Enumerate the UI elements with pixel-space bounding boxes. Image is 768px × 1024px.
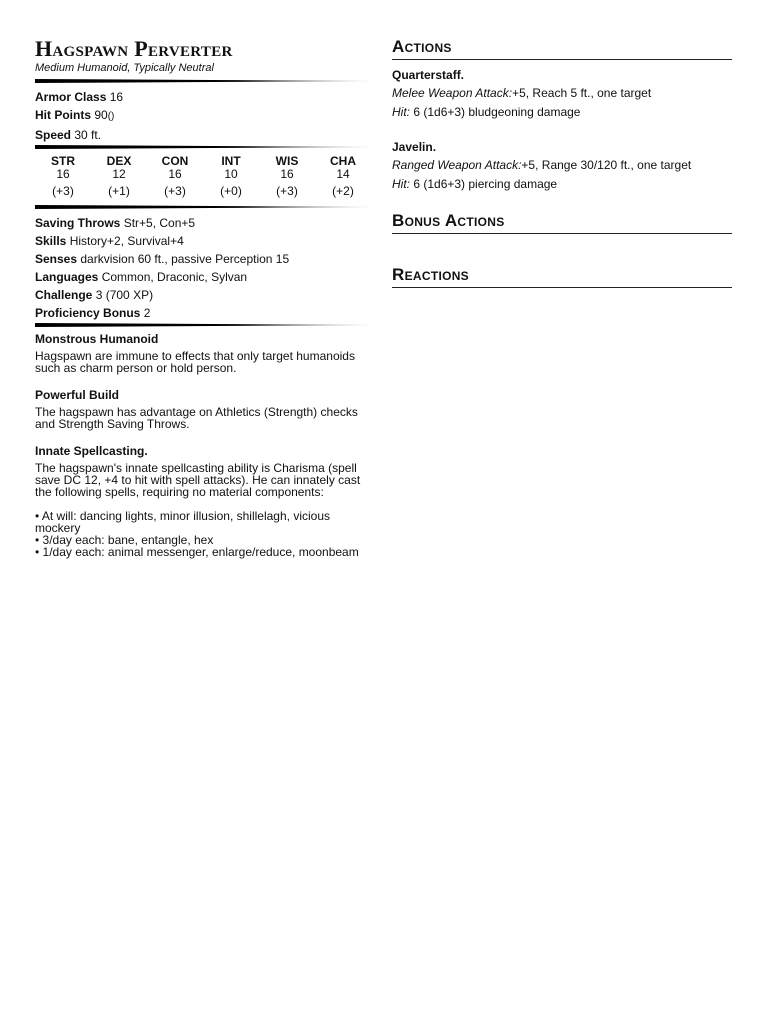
monster-name: Hagspawn Perverter [35,36,233,61]
armor-class-label: Armor Class [35,90,107,104]
stat-block-right-column [392,36,732,288]
ability-int [203,155,259,201]
challenge [35,286,375,304]
ability-name: CON [161,154,189,168]
divider [35,79,375,83]
spell-list-item: • 1/day each: animal messenger, enlarge/reduce, moonbeam [35,545,359,559]
languages-value: Common, Draconic, Sylvan [101,270,248,284]
ability-score: 16 [168,167,182,181]
armor-class [35,88,375,106]
skills-value: History+2, Survival+4 [69,234,184,248]
ability-score: 16 [56,167,70,181]
reactions-heading: Reactions [392,264,732,288]
ability-dex [91,155,147,201]
ability-score: 14 [336,167,350,181]
spell-list-item: • 3/day each: bane, entangle, hex [35,533,214,547]
divider [35,205,375,209]
proficiency-bonus-label: Proficiency Bonus [35,306,141,320]
languages [35,268,375,286]
stat-block-left-column [35,36,375,558]
saving-throws-label: Saving Throws [35,216,121,230]
saving-throws [35,214,375,232]
action-hit [392,103,732,122]
proficiency-bonus-value: 2 [143,306,151,320]
ability-modifier: (+0) [220,184,242,198]
ability-name: DEX [106,154,132,168]
hit-points [35,106,375,126]
hit-text: 6 (1d6+3) bludgeoning damage [413,105,581,119]
action-attack [392,84,732,103]
ability-modifier: (+3) [276,184,298,198]
attack-type: Ranged Weapon Attack: [392,158,522,172]
monster-type: Medium Humanoid, Typically Neutral [35,62,214,74]
hit-points-dice: () [107,111,115,122]
ability-modifier: (+2) [332,184,354,198]
action-attack [392,156,732,175]
actions-heading: Actions [392,36,732,60]
hit-points-value: 90 [94,108,108,122]
trait-title: Powerful Build [35,388,119,402]
speed [35,126,375,144]
ability-con [147,155,203,201]
attack-text: +5, Reach 5 ft., one target [512,86,652,100]
ability-cha [315,155,371,201]
ability-score: 16 [280,167,294,181]
action-name: Quarterstaff. [392,68,465,82]
action-name: Javelin. [392,140,437,154]
ability-name: STR [51,154,75,168]
trait-title: Monstrous Humanoid [35,332,159,346]
attack-text: +5, Range 30/120 ft., one target [521,158,692,172]
divider [35,323,375,327]
ability-modifier: (+3) [52,184,74,198]
spell-list [35,510,375,558]
speed-label: Speed [35,128,72,142]
ability-score: 12 [112,167,126,181]
hit-text: 6 (1d6+3) piercing damage [413,177,558,191]
ability-modifier: (+1) [108,184,130,198]
challenge-value: 3 (700 XP) [95,288,154,302]
ability-name: INT [221,154,241,168]
skills [35,232,375,250]
trait-title: Innate Spellcasting. [35,444,148,458]
senses-label: Senses [35,252,78,266]
ability-scores [35,155,371,201]
skills-label: Skills [35,234,67,248]
action-hit [392,175,732,194]
trait-text: Hagspawn are immune to effects that only target humanoids such as charm person or hold person. [35,349,355,375]
hit-label: Hit: [392,105,410,119]
saving-throws-value: Str+5, Con+5 [123,216,196,230]
trait-text: The hagspawn's innate spellcasting ability is Charisma (spell save DC 12, +4 to hit with spell attacks). He can innately cast the following spells, requiring no material components: [35,461,361,499]
ability-str [35,155,91,201]
armor-class-value: 16 [109,90,124,104]
ability-score: 10 [224,167,238,181]
hit-label: Hit: [392,177,410,191]
ability-wis [259,155,315,201]
proficiency-bonus [35,304,375,322]
hit-points-label: Hit Points [35,108,91,122]
senses-value: darkvision 60 ft., passive Perception 15 [80,252,290,266]
attack-type: Melee Weapon Attack: [392,86,513,100]
speed-value: 30 ft. [74,128,102,142]
bonus-actions-heading: Bonus Actions [392,210,732,234]
languages-label: Languages [35,270,99,284]
trait-text: The hagspawn has advantage on Athletics (Strength) checks and Strength Saving Throws. [35,405,358,431]
senses [35,250,375,268]
ability-name: CHA [330,154,356,168]
ability-name: WIS [275,154,299,168]
spell-list-item: • At will: dancing lights, minor illusion, shillelagh, vicious mockery [35,509,331,535]
challenge-label: Challenge [35,288,93,302]
ability-modifier: (+3) [164,184,186,198]
divider [35,145,375,149]
